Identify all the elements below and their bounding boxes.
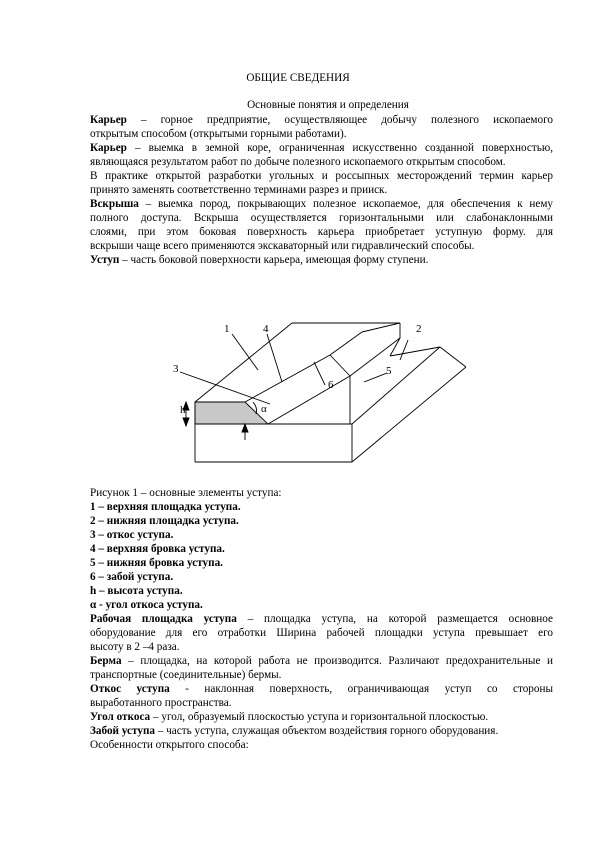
definition-rabochaya-line3: высоту в 2 –4 раза. — [90, 641, 180, 653]
definition-otkos-line2: выработанного пространства. — [90, 697, 232, 709]
slope-face — [195, 402, 268, 424]
features-heading: Особенности открытого способа: — [90, 739, 249, 751]
figure-label-alpha: α — [261, 403, 267, 415]
practice-line1: В практике открытой разработки угольных и россыпных месторождений термин карьер — [90, 170, 553, 182]
figure-label-2: 2 — [416, 323, 422, 335]
page-title: ОБЩИЕ СВЕДЕНИЯ — [246, 72, 350, 84]
definition-vskrysha-line4: вскрыши чаще всего применяются экскаваторный или гидравлический способы. — [90, 240, 475, 252]
legend-item: 3 – откос уступа. — [90, 529, 174, 541]
figure-caption: Рисунок 1 – основные элементы уступа: — [90, 487, 282, 499]
legend-item: 5 – нижняя бровка уступа. — [90, 557, 223, 569]
legend-item: h – высота уступа. — [90, 585, 183, 597]
definition-vskrysha-line1: Вскрыша – выемка пород, покрывающих полезное ископаемое, для обеспечения к нему — [90, 198, 553, 210]
legend-item: α - угол откоса уступа. — [90, 599, 203, 611]
definition-karier2-line1: Карьер – выемка в земной коре, ограниченная искусственно созданной поверхностью, — [90, 142, 553, 154]
figure-label-6: 6 — [328, 379, 334, 391]
legend-item: 2 – нижняя площадка уступа. — [90, 515, 239, 527]
definition-zaboy: Забой уступа – часть уступа, служащая объектом воздействия горного оборудования. — [90, 725, 499, 737]
definition-rabochaya-line1: Рабочая площадка уступа – площадка уступа, на которой размещается основное — [90, 613, 553, 625]
legend-item: 6 – забой уступа. — [90, 571, 174, 583]
definition-rabochaya-line2: оборудование для его отработки Ширина рабочей площадки уступа превышает его — [90, 627, 553, 639]
definition-karier-line2: открытым способом (открытыми горными работами). — [90, 128, 347, 140]
practice-line2: принято заменять соответственно терминами разрез и прииск. — [90, 184, 388, 196]
section-subtitle: Основные понятия и определения — [247, 99, 409, 111]
legend-item: 4 – верхняя бровка уступа. — [90, 543, 225, 555]
definition-ustup: Уступ – часть боковой поверхности карьера, имеющая форму ступени. — [90, 254, 429, 266]
figure-label-3: 3 — [173, 363, 179, 375]
definition-otkos-line1: Откос уступа - наклонная поверхность, ограничивающая уступ со стороны — [90, 683, 553, 695]
definition-vskrysha-line2: полного доступа. Вскрыша осуществляется горизонтальными или слабонаклонными — [90, 212, 553, 224]
figure-label-1: 1 — [224, 323, 230, 335]
definition-karier2-line2: являющаяся результатом работ по добыче полезного ископаемого открытым способом. — [90, 156, 506, 168]
definition-berma-line1: Берма – площадка, на которой работа не производится. Различают предохранительные и — [90, 655, 553, 667]
figure-label-h: h — [180, 404, 186, 416]
figure-label-5: 5 — [386, 365, 392, 377]
figure-label-4: 4 — [263, 323, 269, 335]
definition-karier-line1: Карьер – горное предприятие, осуществляющее добычу полезного ископаемого — [90, 114, 553, 126]
definition-ugol: Угол откоса – угол, образуемый плоскостью уступа и горизонтальной плоскостью. — [90, 711, 489, 723]
legend-item: 1 – верхняя площадка уступа. — [90, 501, 241, 513]
definition-vskrysha-line3: слоями, при этом боковая поверхность карьера приобретает уступную форму. для — [90, 226, 553, 238]
bench-diagram — [170, 315, 470, 470]
definition-berma-line2: транспортные (соединительные) бермы. — [90, 669, 282, 681]
